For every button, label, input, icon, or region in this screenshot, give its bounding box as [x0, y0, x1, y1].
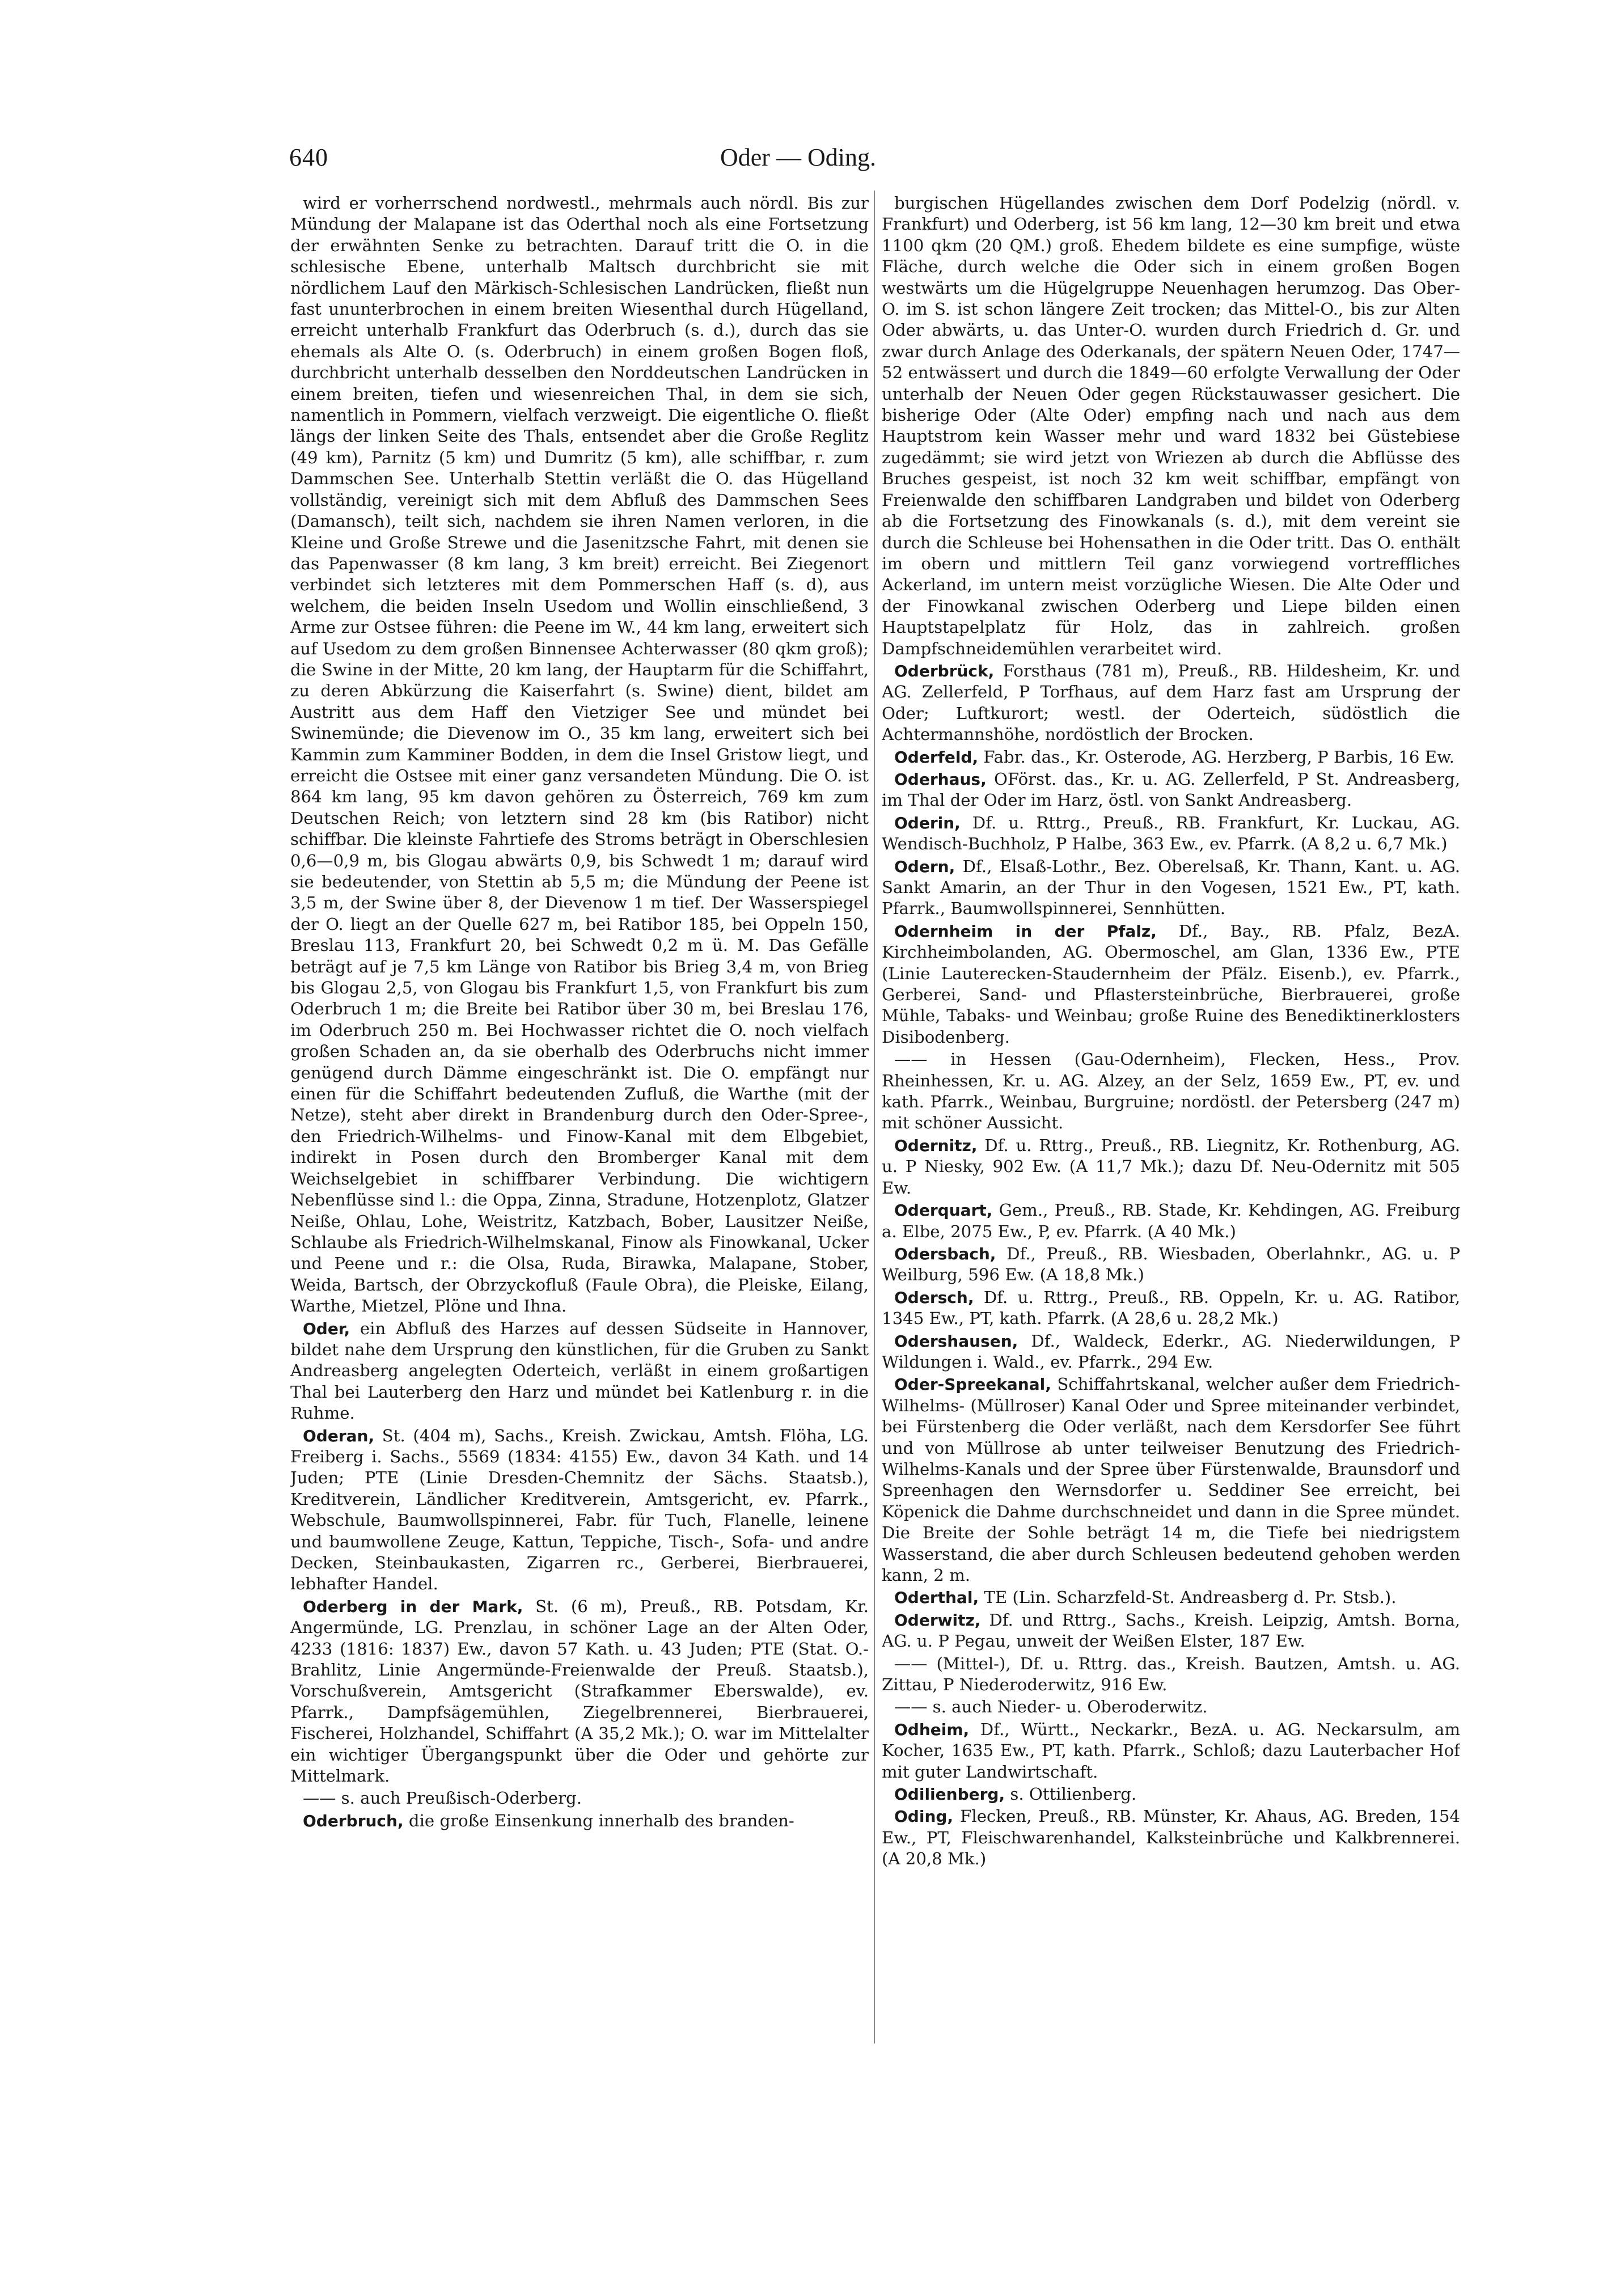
left-column	[290, 192, 869, 2063]
entry-text: TE (Lin. Scharzfeld-St. Andreasberg d. Pr. Stsb.).	[979, 1588, 1397, 1607]
entry-headword: Odernheim in der Pfalz,	[894, 921, 1157, 941]
entry	[290, 1810, 869, 1831]
entry-text: Df. u. Rttrg., Preuß., RB. Oppeln, Kr. u. AG. Ratibor, 1345 Ew., PT, kath. Pfarrk. (A 28,6 u. 28,2 Mk.)	[882, 1287, 1460, 1329]
entry-text: Df., Bay., RB. Pfalz, BezA. Kirchheimbolanden, AG. Obermoschel, am Glan, 1336 Ew., PTE (Linie Lauterecken-Staudernheim der Pfälz. Eisenb.), ev. Pfarrk., Gerberei, Sand- und Pflastersteinbrüche, Bierbrauerei, große Mühle, Tabaks- und Weinbau; große Ruine des Benediktinerklosters Disibodenberg.	[882, 921, 1460, 1047]
entry-headword: Oderquart,	[894, 1201, 993, 1220]
page-number: 640	[289, 143, 328, 171]
entry-text: St. (6 m), Preuß., RB. Potsdam, Kr. Angermünde, LG. Prenzlau, in schöner Lage an der Alten Oder, 4233 (1816: 1837) Ew., davon 57 Kath. u. 43 Juden; PTE (Stat. O.-Brahlitz, Linie Angermünde-Freienwalde der Preuß. Staatsb.), Vorschußverein, Amtsgericht (Strafkammer Eberswalde), ev. Pfarrk., Dampfsägemühlen, Ziegelbrennerei, Bierbrauerei, Fischerei, Holzhandel, Schiffahrt (A 35,2 Mk.); O. war im Mittelalter ein wichtiger Übergangspunkt über die Oder und gehörte zur Mittelmark.	[290, 1596, 869, 1786]
entry	[882, 856, 1460, 920]
entry-text: Flecken, Preuß., RB. Münster, Kr. Ahaus, AG. Breden, 154 Ew., PT, Fleischwarenhandel, Kalksteinbrüche und Kalkbrennerei. (A 20,8 Mk.)	[882, 1807, 1460, 1869]
entry	[882, 1719, 1460, 1783]
entry-text: Df., Preuß., RB. Wiesbaden, Oberlahnkr., AG. u. P Weilburg, 596 Ew. (A 18,8 Mk.)	[882, 1243, 1460, 1285]
entry-headword: Oderthal,	[894, 1588, 979, 1607]
entry	[882, 921, 1460, 1048]
entry-headword: Oderhaus,	[894, 769, 987, 789]
page-header	[289, 143, 1242, 188]
entry	[882, 747, 1460, 768]
entry	[882, 1200, 1460, 1242]
entry	[882, 1049, 1460, 1134]
entry-text: Df. u. Rttrg., Preuß., RB. Liegnitz, Kr. Rothenburg, AG. u. P Niesky, 902 Ew. (A 11,7 Mk.); dazu Df. Neu-Odernitz mit 505 Ew.	[882, 1135, 1460, 1198]
entry	[290, 1318, 869, 1424]
entry-headword: Oderbrück,	[894, 661, 995, 680]
entry-text: —— s. auch Preußisch-Oderberg.	[303, 1788, 582, 1808]
entry-text: die große Einsenkung innerhalb des branden-	[403, 1810, 794, 1830]
entry	[882, 813, 1460, 855]
entry-text: Schiffahrtskanal, welcher außer dem Friedrich-Wilhelms- (Müllroser) Kanal Oder und Spree miteinander verbindet, bei Fürstenberg die Oder verläßt, nach dem Kersdorfer See führt und von Müllrose ab unter teilweiser Benutzung des Friedrich-Wilhelms-Kanals und der Spree über Fürstenwalde, Braunsdorf und Spreenhagen den Wernsdorfer u. Seddiner See erreicht, bei Köpenick die Dahme durchschneidet und dann in die Spree mündet. Die Breite der Sohle beträgt 14 m, die Tiefe bei niedrigstem Wasserstand, die aber durch Schleusen bedeutend gehoben werden kann, 2 m.	[882, 1374, 1460, 1585]
entry-headword: Odilienberg,	[894, 1785, 1005, 1804]
entry-headword: Odershausen,	[894, 1331, 1018, 1351]
entry-headword: Oderberg in der Mark,	[303, 1597, 523, 1616]
entry-text: —— in Hessen (Gau-Odernheim), Flecken, Hess., Prov. Rheinhessen, Kr. u. AG. Alzey, an der Selz, 1659 Ew., PT, ev. und kath. Pfarrk., Weinbau, Burgruine; nordöstl. der Petersberg (247 m) mit schöner Aussicht.	[882, 1050, 1460, 1133]
entry-text: OFörst. das., Kr. u. AG. Zellerfeld, P St. Andreasberg, im Thal der Oder im Harz, östl. von Sankt Andreasberg.	[882, 769, 1460, 810]
column-divider	[874, 191, 875, 2044]
entry	[882, 1135, 1460, 1199]
entry	[882, 193, 1460, 659]
entry	[882, 1287, 1460, 1330]
entry-headword: Oder-Spreekanal,	[894, 1375, 1051, 1394]
entry-headword: Oding,	[894, 1807, 954, 1826]
entry-text: —— s. auch Nieder- u. Oberoderwitz.	[894, 1697, 1208, 1717]
entry-text: Df. u. Rttrg., Preuß., RB. Frankfurt, Kr. Luckau, AG. Wendisch-Buchholz, P Halbe, 363 Ew., ev. Pfarrk. (A 8,2 u. 6,7 Mk.)	[882, 813, 1460, 854]
entry-text: Gem., Preuß., RB. Stade, Kr. Kehdingen, AG. Freiburg a. Elbe, 2075 Ew., P, ev. Pfarrk. (A 40 Mk.)	[882, 1200, 1460, 1241]
entry-text: s. Ottilienberg.	[1005, 1784, 1137, 1804]
entry-headword: Odersch,	[894, 1288, 974, 1307]
entry	[290, 1596, 869, 1787]
entry-text: wird er vorherrschend nordwestl., mehrmals auch nördl. Bis zur Mündung der Malapane ist das Oderthal noch als eine Fortsetzung der erwähnten Senke zu betrachten. Darauf tritt die O. in die schlesische Ebene, unterhalb Maltsch durchbricht sie mit nördlichem Lauf den Märkisch-Schlesischen Landrücken, fließt nun fast ununterbrochen in einem breiten Wiesenthal durch Hügelland, erreicht unterhalb Frankfurt das Oderbruch (s. d.), durch das sie ehemals als Alte O. (s. Oderbruch) in einem großen Bogen floß, durchbricht unterhalb desselben den Norddeutschen Landrücken in einem breiten, tiefen und wiesenreichen Thal, in dem sie sich, namentlich in Pommern, vielfach verzweigt. Die eigentliche O. fließt längs der linken Seite des Thals, entsendet aber die Große Reglitz (49 km), Parnitz (5 km) und Dumritz (5 km), alle schiffbar, r. zum Dammschen See. Unterhalb Stettin verläßt die O. das Hügelland vollständig, vereinigt sich mit dem Abfluß des Dammschen Sees (Damansch), teilt sich, nachdem sie ihren Namen verloren, in die Kleine und Große Strewe und die Jasenitzsche Fahrt, mit denen sie das Papenwasser (8 km lang, 3 km breit) erreicht. Bei Ziegenort verbindet sich letzteres mit dem Pommerschen Haff (s. d), aus welchem, die beiden Inseln Usedom und Wollin einschließend, 3 Arme zur Ostsee führen: die Peene im W., 44 km lang, erweitert sich auf Usedom zu dem großen Binnensee Achterwasser (80 qkm groß); die Swine in der Mitte, 20 km lang, der Hauptarm für die Schiffahrt, zu deren Abkürzung die Kaiserfahrt (s. Swine) dient, bildet am Austritt aus dem Haff den Vietziger See und mündet bei Swinemünde; die Dievenow im O., 35 km lang, erweitert sich bei Kammin zum Kamminer Bodden, in dem die Insel Gristow liegt, und erreicht die Ostsee mit einer ganz versandeten Mündung. Die O. ist 864 km lang, 95 km davon gehören zu Österreich, 769 km zum Deutschen Reich; von letztern sind 28 km (bis Ratibor) nicht schiffbar. Die kleinste Fahrtiefe des Stroms beträgt in Oberschlesien 0,6—0,9 m, bis Glogau abwärts 0,9, bis Schwedt 1 m; darauf wird sie bedeutender, von Stettin ab 5,5 m; die Mündung der Peene ist 3,5 m, der Swine über 8, der Dievenow 1 m tief. Der Wasserspiegel der O. liegt an der Quelle 627 m, bei Ratibor 185, bei Oppeln 150, Breslau 113, Frankfurt 20, bei Schwedt 0,2 m ü. M. Das Gefälle beträgt auf je 7,5 km Länge von Ratibor bis Brieg 3,4 m, von Brieg bis Glogau 2,5, von Glogau bis Frankfurt 1,5, von Frankfurt bis zum Oderbruch 1 m; die Breite bei Ratibor über 30 m, bei Breslau 176, im Oderbruch 250 m. Bei Hochwasser richtet die O. noch vielfach großen Schaden an, da sie oberhalb des Oderbruchs nicht immer genügend durch Dämme eingeschränkt ist. Die O. empfängt nur einen für die Schiffahrt bedeutenden Zufluß, die Warthe (mit der Netze), steht aber direkt in Brandenburg durch den Oder-Spree-, den Friedrich-Wilhelms- und Finow-Kanal mit dem Elbgebiet, indirekt in Posen durch den Bromberger Kanal mit dem Weichselgebiet in schiffbarer Verbindung. Die wichtigern Nebenflüsse sind l.: die Oppa, Zinna, Stradune, Hotzenplotz, Glatzer Neiße, Ohlau, Lohe, Weistritz, Katzbach, Bober, Lausitzer Neiße, Schlaube als Friedrich-Wilhelmskanal, Finow als Finowkanal, Ucker und Peene und r.: die Olsa, Ruda, Birawka, Malapane, Stober, Weida, Bartsch, der Obrzyckofluß (Faule Obra), die Pleiske, Eilang, Warthe, Mietzel, Plöne und Ihna.	[290, 193, 869, 1316]
entry	[882, 1784, 1460, 1805]
running-head: Oder — Oding.	[720, 143, 876, 171]
entry-headword: Oderbruch,	[303, 1811, 404, 1830]
entry	[882, 1243, 1460, 1286]
entry-headword: Odersbach,	[894, 1244, 996, 1263]
entry	[882, 769, 1460, 811]
entry-text: St. (404 m), Sachs., Kreish. Zwickau, Amtsh. Flöha, LG. Freiberg i. Sachs., 5569 (1834: 4155) Ew., davon 34 Kath. und 14 Juden; PTE (Linie Dresden-Chemnitz der Sächs. Staatsb.), Kreditverein, Ländlicher Kreditverein, Amtsgericht, ev. Pfarrk., Webschule, Baumwollspinnerei, Fabr. für Tuch, Flanelle, leinene und baumwollene Zeuge, Kattun, Teppiche, Tisch-, Sofa- und andre Decken, Steinbaukasten, Zigarren rc., Gerberei, Bierbrauerei, lebhafter Handel.	[290, 1425, 869, 1594]
entry-headword: Odheim,	[894, 1720, 970, 1739]
entry-text: ein Abfluß des Harzes auf dessen Südseite in Hannover, bildet nahe dem Ursprung den künstlichen, für die Gruben zu Sankt Andreasberg angelegten Oderteich, verläßt in einem großartigen Thal bei Lauterberg den Harz und mündet bei Katlenburg r. in die Ruhme.	[290, 1318, 869, 1423]
entry-headword: Oderin,	[894, 813, 961, 832]
entry	[290, 193, 869, 1317]
entry-headword: Oderan,	[303, 1426, 375, 1445]
entry-headword: Oderwitz,	[894, 1610, 981, 1630]
entry-text: Fabr. das., Kr. Osterode, AG. Herzberg, P Barbis, 16 Ew.	[978, 747, 1454, 767]
entry-text: Df., Waldeck, Ederkr., AG. Niederwildungen, P Wildungen i. Wald., ev. Pfarrk., 294 Ew.	[882, 1331, 1460, 1372]
entry-text: Df., Württ., Neckarkr., BezA. u. AG. Neckarsulm, am Kocher, 1635 Ew., PT, kath. Pfarrk., Schloß; dazu Lauterbacher Hof mit guter Landwirtschaft.	[882, 1719, 1460, 1782]
entry	[882, 1374, 1460, 1586]
entry	[290, 1788, 869, 1809]
entry-text: Df. und Rttrg., Sachs., Kreish. Leipzig, Amtsh. Borna, AG. u. P Pegau, unweit der Weißen Elster, 187 Ew.	[882, 1610, 1460, 1651]
entry	[290, 1425, 869, 1595]
entry	[882, 1653, 1460, 1696]
entry-headword: Oder,	[303, 1319, 350, 1338]
entry	[882, 1331, 1460, 1373]
entry-headword: Odern,	[894, 857, 955, 876]
entry	[882, 1697, 1460, 1717]
entry-headword: Oderfeld,	[894, 747, 979, 767]
entry	[882, 661, 1460, 746]
entry	[882, 1587, 1460, 1608]
entry-text: —— (Mittel-), Df. u. Rttrg. das., Kreish. Bautzen, Amtsh. u. AG. Zittau, P Niederoderwitz, 916 Ew.	[882, 1653, 1460, 1695]
entry-text: burgischen Hügellandes zwischen dem Dorf Podelzig (nördl. v. Frankfurt) und Oderberg, ist 56 km lang, 12—30 km breit und etwa 1100 qkm (20 QM.) groß. Ehedem bildete es eine sumpfige, wüste Fläche, durch welche die Oder sich in einem großen Bogen westwärts um die Hügelgruppe Neuenhagen herumzog. Das Ober-O. im S. ist schon längere Zeit trocken; das Mittel-O., bis zur Alten Oder abwärts, u. das Unter-O. wurden durch Friedrich d. Gr. und zwar durch Anlage des Oderkanals, der spätern Neuen Oder, 1747—52 entwässert und durch die 1849—60 erfolgte Verwallung der Oder unterhalb der Neuen Oder gegen Rückstauwasser gesichert. Die bisherige Oder (Alte Oder) empfing nach und nach aus dem Hauptstrom kein Wasser mehr und ward 1832 bei Güstebiese zugedämmt; sie wird jetzt von Wriezen ab durch die Abflüsse des Bruches gespeist, ist noch 32 km weit schiffbar, empfängt von Freienwalde den schiffbaren Landgraben und bildet von Oderberg ab die Fortsetzung des Finowkanals (s. d.), mit dem vereint sie durch die Schleuse bei Hohensathen in die Oder tritt. Das O. enthält im obern und mittlern Teil ganz vorwiegend vortreffliches Ackerland, im untern meist vorzügliche Wiesen. Die Alte Oder und der Finowkanal zwischen Oderberg und Liepe bilden einen Hauptstapelplatz für Holz, das in zahlreich. großen Dampfschneidemühlen verarbeitet wird.	[882, 193, 1460, 658]
entry-headword: Odernitz,	[894, 1136, 978, 1155]
entry-text: Df., Elsaß-Lothr., Bez. Oberelsaß, Kr. Thann, Kant. u. AG. Sankt Amarin, an der Thur in den Vogesen, 1521 Ew., PT, kath. Pfarrk., Baumwollspinnerei, Sennhütten.	[882, 856, 1460, 919]
entry-text: Forsthaus (781 m), Preuß., RB. Hildesheim, Kr. und AG. Zellerfeld, P Torfhaus, auf dem Harz fast am Ursprung der Oder; Luftkurort; westl. der Oderteich, südöstlich die Achtermannshöhe, nordöstlich der Brocken.	[882, 661, 1460, 744]
right-column	[882, 192, 1460, 2063]
entry	[882, 1610, 1460, 1652]
entry	[882, 1806, 1460, 1869]
